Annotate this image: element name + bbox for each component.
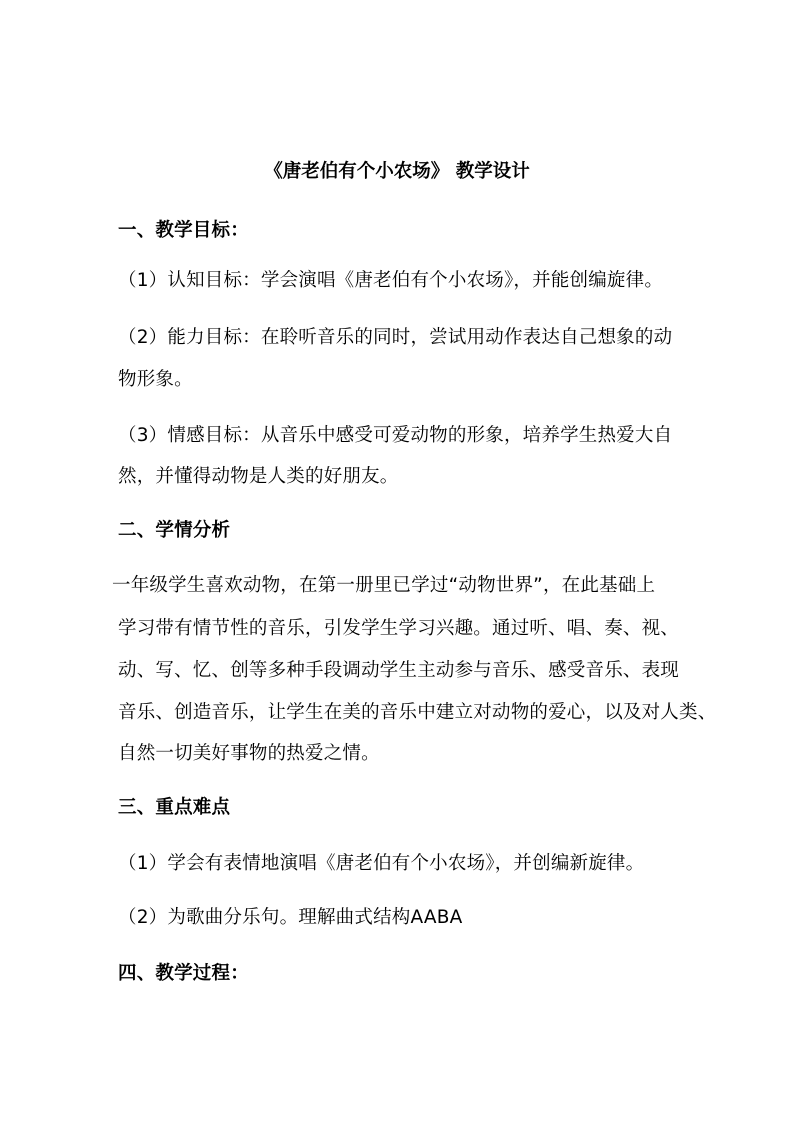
document-title: 《唐老伯有个小农场》 教学设计 [264,161,530,182]
analysis-paragraph-line5: 自然一切美好事物的热爱之情。 [118,743,380,764]
analysis-paragraph-line1: 一年级学生喜欢动物，在第一册里已学过“动物世界”，在此基础上 [112,575,656,596]
keypoint-item-2: （2）为歌曲分乐句。理解曲式结构AABA [118,907,463,928]
section-heading-analysis: 二、学情分析 [118,520,231,541]
goal-item-emotion-line1: （3）情感目标：从音乐中感受可爱动物的形象，培养学生热爱大自 [118,425,673,446]
section-heading-goals: 一、教学目标： [118,220,249,241]
goal-item-ability-line2: 物形象。 [118,369,193,390]
keypoint-item-1: （1）学会有表情地演唱《唐老伯有个小农场》，并创编新旋律。 [118,853,645,874]
goal-item-cognitive: （1）认知目标：学会演唱《唐老伯有个小农场》，并能创编旋律。 [118,270,664,291]
analysis-paragraph-line3: 动、写、忆、创等多种手段调动学生主动参与音乐、感受音乐、表现 [118,660,680,681]
analysis-paragraph-line4: 音乐、创造音乐，让学生在美的音乐中建立对动物的爱心，以及对人类、 [118,702,717,723]
section-heading-keypoints: 三、重点难点 [118,797,231,818]
analysis-paragraph-line2: 学习带有情节性的音乐，引发学生学习兴趣。通过听、唱、奏、视、 [118,618,680,639]
goal-item-emotion-line2: 然，并懂得动物是人类的好朋友。 [118,466,399,487]
section-heading-process: 四、教学过程： [118,963,249,984]
goal-item-ability-line1: （2）能力目标：在聆听音乐的同时，尝试用动作表达自己想象的动 [118,327,673,348]
